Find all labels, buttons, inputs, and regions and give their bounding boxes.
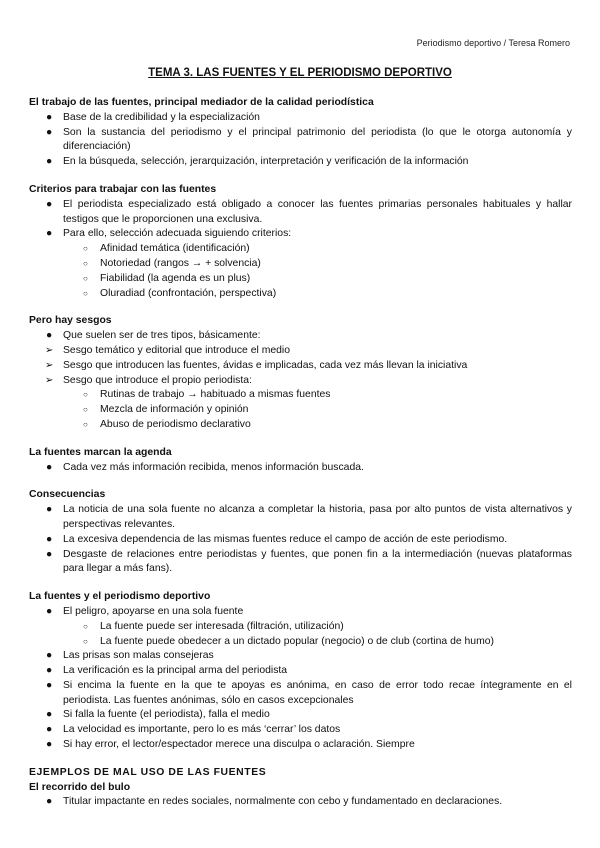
list-item: ● Si falla la fuente (el periodista), falla el medio xyxy=(29,708,572,723)
list-item: ● Las prisas son malas consejeras xyxy=(29,649,572,664)
circle-bullet-icon: ○ xyxy=(83,419,88,429)
section-heading: El trabajo de las fuentes, principal mediador de la calidad periodística xyxy=(29,97,374,108)
sub-list-item: ○ Mezcla de información y opinión xyxy=(29,403,572,418)
arrow-list-item: ➢ Sesgo que introducen las fuentes, ávidas e implicadas, cada vez más llevan la iniciativa xyxy=(29,359,572,374)
circle-bullet-icon: ○ xyxy=(83,288,88,298)
list-item: ● El periodista especializado está obligado a conocer las fuentes primarias personales habituales y hallar testigos que le proporcionen una exclusiva. xyxy=(46,198,572,225)
list-item: ● Que suelen ser de tres tipos, básicamente: xyxy=(29,329,572,344)
arrow-list-item: ➢ Sesgo que introduce el propio periodista: xyxy=(29,374,572,389)
section-ejemplos xyxy=(29,766,572,810)
list-item: ● El peligro, apoyarse en una sola fuente xyxy=(29,605,572,620)
section-heading: Criterios para trabajar con las fuentes xyxy=(29,183,217,195)
sub-list-item: ○ Abuso de periodismo declarativo xyxy=(29,418,572,433)
bullet-icon: ● xyxy=(46,796,53,808)
section-fuentes-mediador xyxy=(29,96,572,170)
list-item: ● La velocidad es importante, pero lo es más ‘cerrar’ los datos xyxy=(29,723,572,738)
circle-bullet-icon: ○ xyxy=(83,621,88,631)
list-item: ● La noticia de una sola fuente no alcanza a completar la historia, pasa por alto puntos de vista alternativos y perspectivas relevantes. xyxy=(46,504,572,530)
bullet-icon: ● xyxy=(46,739,53,751)
list-item: ● Titular impactante en redes sociales, normalmente con cebo y fundamentado en declaraciones. xyxy=(29,795,572,810)
bullet-icon: ● xyxy=(46,650,53,662)
sub-list-item: ○ Fiabilidad (la agenda es un plus) xyxy=(29,272,572,287)
bullet-icon: ● xyxy=(46,548,53,560)
bullet-icon: ● xyxy=(46,111,53,123)
bullet-icon: ● xyxy=(46,665,53,677)
section-sesgos xyxy=(29,314,572,432)
bullet-icon: ● xyxy=(46,461,53,473)
section-consecuencias xyxy=(29,488,572,577)
bullet-icon: ● xyxy=(46,198,53,210)
circle-bullet-icon: ○ xyxy=(83,390,88,400)
arrow-bullet-icon: ➢ xyxy=(45,374,54,386)
bullet-icon: ● xyxy=(46,709,53,721)
list-item: ● Si encima la fuente en la que te apoyas es anónima, en caso de error todo recae íntegramente en el periodista. Las fuentes anónimas, sólo en casos excepcionales xyxy=(46,679,572,706)
bullet-icon: ● xyxy=(46,228,53,240)
section-fuentes-deportivo xyxy=(29,590,572,753)
running-header: Periodismo deportivo / Teresa Romero xyxy=(416,38,570,48)
sub-heading: El recorrido del bulo xyxy=(29,781,131,793)
circle-bullet-icon: ○ xyxy=(83,244,88,254)
sub-list-item: ○ Oluradiad (confrontación, perspectiva) xyxy=(29,287,572,302)
list-item: ● En la búsqueda, selección, jerarquización, interpretación y verificación de la información xyxy=(29,155,572,170)
document-body xyxy=(29,96,572,823)
list-item: ● La verificación es la principal arma del periodista xyxy=(29,664,572,679)
arrow-bullet-icon: ➢ xyxy=(45,344,54,356)
sub-list-item: ○ Afinidad temática (identificación) xyxy=(29,242,572,257)
sub-list-item: ○ La fuente puede obedecer a un dictado popular (negocio) o de club (cortina de humo) xyxy=(29,635,572,650)
bullet-icon: ● xyxy=(46,156,53,168)
sub-list-item: ○ Rutinas de trabajo → habituado a mismas fuentes xyxy=(29,388,572,403)
circle-bullet-icon: ○ xyxy=(83,258,88,268)
section-heading: Consecuencias xyxy=(29,489,106,501)
arrow-bullet-icon: ➢ xyxy=(45,359,54,371)
sub-list-item: ○ La fuente puede ser interesada (filtración, utilización) xyxy=(29,620,572,635)
bullet-icon: ● xyxy=(46,126,53,138)
bullet-icon: ● xyxy=(46,605,53,617)
list-item: ● Son la sustancia del periodismo y el principal patrimonio del periodista (lo que le otorga autonomía y diferenciación) xyxy=(46,126,572,153)
page-title: TEMA 3. LAS FUENTES Y EL PERIODISMO DEPORTIVO xyxy=(148,67,452,79)
list-item: ● Base de la credibilidad y la especialización xyxy=(29,111,572,126)
list-item: ● Cada vez más información recibida, menos información buscada. xyxy=(29,461,572,476)
section-criterios xyxy=(29,183,572,301)
list-item: ● Si hay error, el lector/espectador merece una disculpa o aclaración. Siempre xyxy=(29,738,572,753)
bullet-icon: ● xyxy=(46,679,53,691)
sub-list-item: ○ Notoriedad (rangos → + solvencia) xyxy=(29,257,572,272)
section-agenda xyxy=(29,446,572,476)
section-heading: Pero hay sesgos xyxy=(29,315,112,327)
bullet-icon: ● xyxy=(46,724,53,736)
bullet-icon: ● xyxy=(46,330,53,342)
list-item: ● Para ello, selección adecuada siguiendo criterios: xyxy=(29,227,572,242)
circle-bullet-icon: ○ xyxy=(83,273,88,283)
bullet-icon: ● xyxy=(46,504,53,516)
arrow-list-item: ➢ Sesgo temático y editorial que introduce el medio xyxy=(29,344,572,359)
circle-bullet-icon: ○ xyxy=(83,636,88,646)
list-item: ● Desgaste de relaciones entre periodistas y fuentes, que ponen fin a la intermediación (nuevas plataformas para llegar a más fans). xyxy=(46,548,572,575)
section-heading: La fuentes marcan la agenda xyxy=(29,446,172,458)
section-heading: La fuentes y el periodismo deportivo xyxy=(29,591,211,603)
bullet-icon: ● xyxy=(46,533,53,545)
section-heading: EJEMPLOS DE MAL USO DE LAS FUENTES xyxy=(29,766,267,778)
circle-bullet-icon: ○ xyxy=(83,405,88,415)
list-item: ● La excesiva dependencia de las mismas fuentes reduce el campo de acción de este periodismo. xyxy=(29,533,572,548)
